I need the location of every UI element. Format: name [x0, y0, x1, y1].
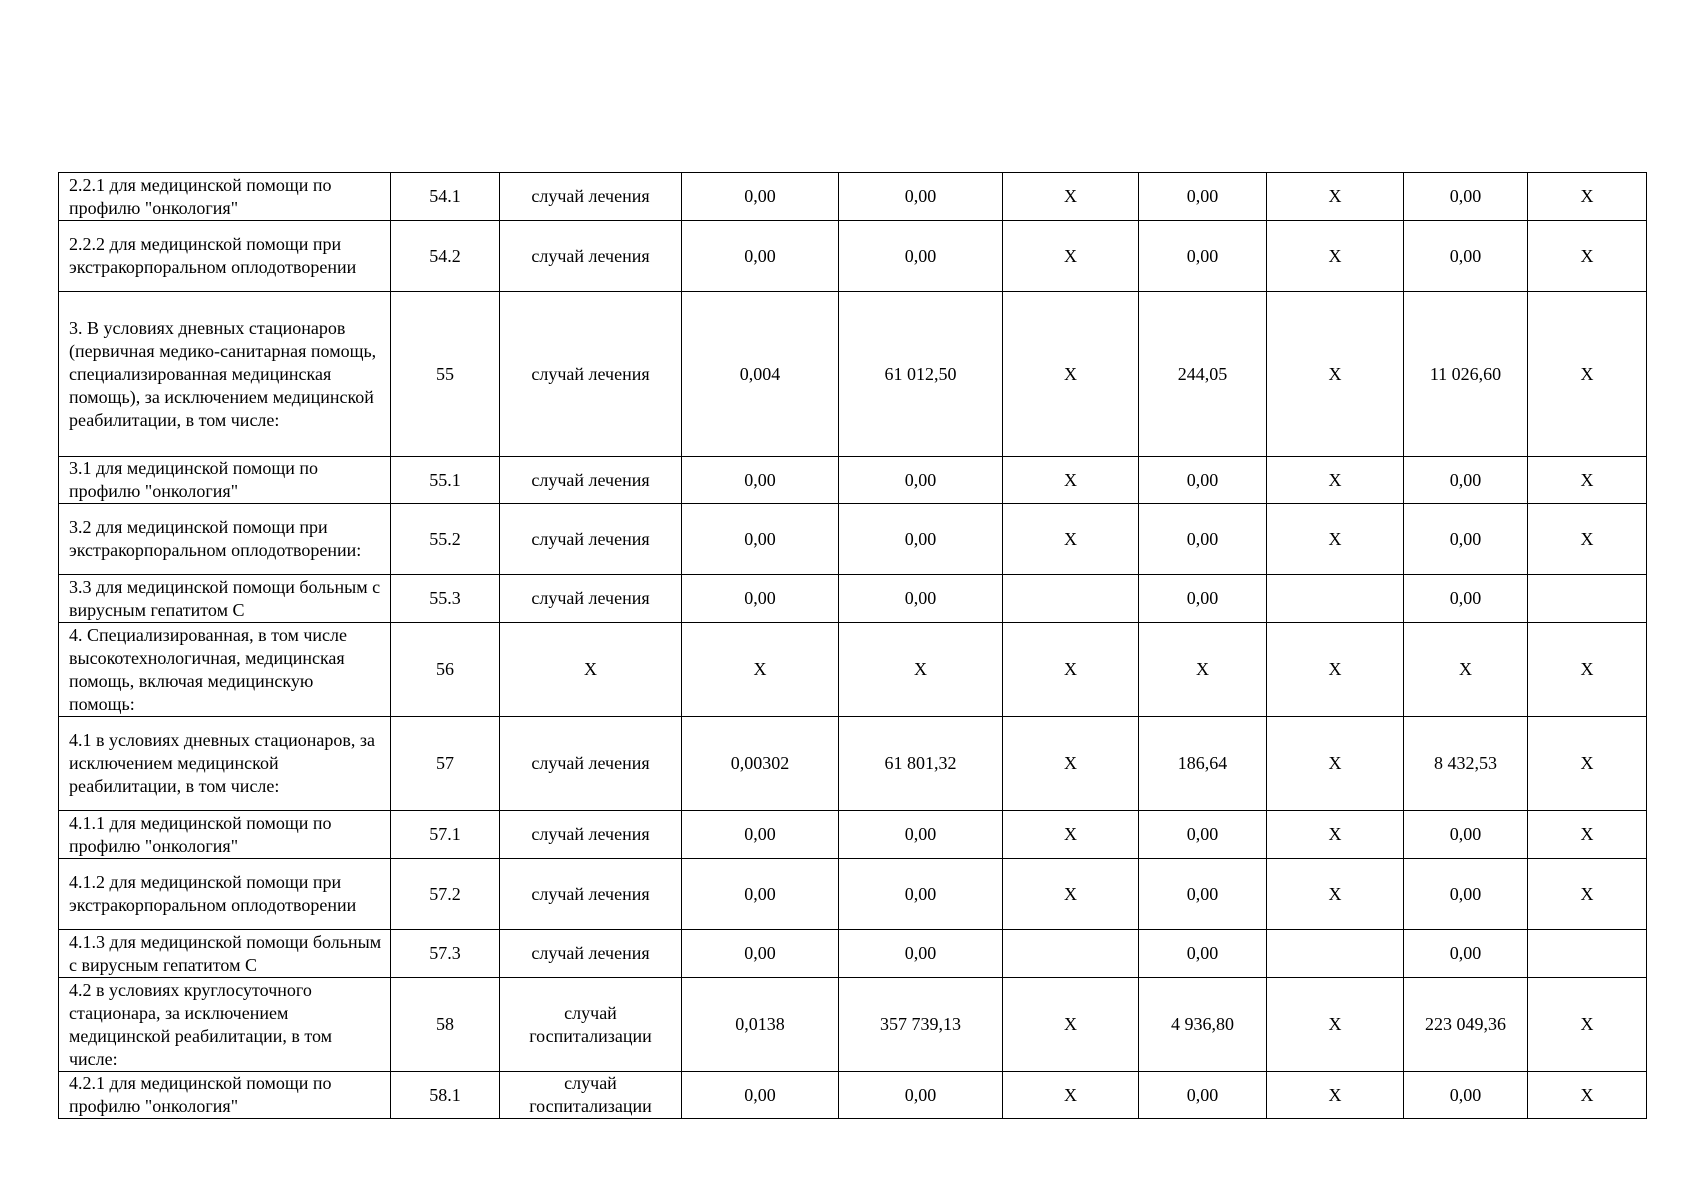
- value-cell: 0,00: [1139, 575, 1267, 623]
- value-cell: 11 026,60: [1404, 292, 1528, 457]
- value-cell: 61 012,50: [839, 292, 1003, 457]
- row-unit-cell: случай лечения: [500, 504, 682, 575]
- value-cell: 0,00: [682, 1072, 839, 1119]
- row-unit-cell: случай лечения: [500, 221, 682, 292]
- row-unit-cell: случай госпитализации: [500, 1072, 682, 1119]
- value-cell: 0,00: [682, 930, 839, 978]
- value-cell: X: [1267, 457, 1404, 504]
- row-code-cell: 54.2: [391, 221, 500, 292]
- value-cell: 0,00: [1404, 173, 1528, 221]
- row-name-cell: 2.2.2 для медицинской помощи при экстракорпоральном оплодотворении: [59, 221, 391, 292]
- value-cell: 0,00: [1404, 859, 1528, 930]
- value-cell: X: [1003, 504, 1139, 575]
- value-cell: X: [1267, 221, 1404, 292]
- row-unit-cell: случай лечения: [500, 292, 682, 457]
- value-cell: X: [1267, 292, 1404, 457]
- value-cell: X: [1528, 623, 1647, 717]
- row-unit-cell: случай лечения: [500, 859, 682, 930]
- value-cell: 0,0138: [682, 978, 839, 1072]
- row-name-cell: 4.1 в условиях дневных стационаров, за исключением медицинской реабилитации, в том числе:: [59, 717, 391, 811]
- row-code-cell: 57: [391, 717, 500, 811]
- value-cell: X: [1528, 717, 1647, 811]
- value-cell: 0,00: [839, 811, 1003, 859]
- value-cell: 0,004: [682, 292, 839, 457]
- value-cell: X: [1528, 292, 1647, 457]
- value-cell: X: [1003, 457, 1139, 504]
- value-cell: 0,00: [682, 173, 839, 221]
- row-name-cell: 4.1.3 для медицинской помощи больным с вирусным гепатитом С: [59, 930, 391, 978]
- value-cell: 0,00: [839, 575, 1003, 623]
- row-code-cell: 58: [391, 978, 500, 1072]
- row-unit-cell: случай лечения: [500, 717, 682, 811]
- value-cell: 0,00: [1139, 173, 1267, 221]
- value-cell: 0,00: [839, 504, 1003, 575]
- row-unit-cell: X: [500, 623, 682, 717]
- row-unit-cell: случай лечения: [500, 173, 682, 221]
- table-row: [59, 623, 1647, 717]
- table-row: [59, 859, 1647, 930]
- value-cell: 357 739,13: [839, 978, 1003, 1072]
- value-cell: 0,00: [1139, 1072, 1267, 1119]
- value-cell: X: [1267, 859, 1404, 930]
- value-cell: X: [1267, 811, 1404, 859]
- table-row: [59, 504, 1647, 575]
- value-cell: X: [1404, 623, 1528, 717]
- value-cell: 244,05: [1139, 292, 1267, 457]
- value-cell: 0,00: [1139, 457, 1267, 504]
- row-name-cell: 3.3 для медицинской помощи больным с вирусным гепатитом С: [59, 575, 391, 623]
- value-cell: [1003, 930, 1139, 978]
- row-name-cell: 4.1.1 для медицинской помощи по профилю "онкология": [59, 811, 391, 859]
- value-cell: 0,00: [1404, 811, 1528, 859]
- value-cell: 0,00: [839, 457, 1003, 504]
- row-code-cell: 54.1: [391, 173, 500, 221]
- value-cell: 0,00: [1139, 811, 1267, 859]
- row-unit-cell: случай лечения: [500, 811, 682, 859]
- row-name-cell: 4.2.1 для медицинской помощи по профилю "онкология": [59, 1072, 391, 1119]
- value-cell: X: [1003, 859, 1139, 930]
- value-cell: 0,00: [1404, 457, 1528, 504]
- value-cell: X: [1003, 623, 1139, 717]
- data-table: [58, 172, 1647, 1119]
- value-cell: 0,00: [1404, 1072, 1528, 1119]
- value-cell: X: [1267, 1072, 1404, 1119]
- value-cell: 0,00: [1404, 504, 1528, 575]
- value-cell: X: [1267, 717, 1404, 811]
- value-cell: 8 432,53: [1404, 717, 1528, 811]
- value-cell: 0,00: [839, 930, 1003, 978]
- value-cell: 0,00: [1139, 859, 1267, 930]
- value-cell: 0,00302: [682, 717, 839, 811]
- value-cell: X: [1267, 623, 1404, 717]
- value-cell: [1267, 930, 1404, 978]
- value-cell: X: [1003, 811, 1139, 859]
- row-code-cell: 58.1: [391, 1072, 500, 1119]
- row-unit-cell: случай лечения: [500, 457, 682, 504]
- row-unit-cell: случай лечения: [500, 575, 682, 623]
- value-cell: X: [1003, 292, 1139, 457]
- row-code-cell: 55.2: [391, 504, 500, 575]
- value-cell: X: [682, 623, 839, 717]
- table-row: [59, 717, 1647, 811]
- value-cell: 0,00: [682, 575, 839, 623]
- row-code-cell: 57.2: [391, 859, 500, 930]
- value-cell: 223 049,36: [1404, 978, 1528, 1072]
- value-cell: X: [1528, 978, 1647, 1072]
- value-cell: X: [1528, 1072, 1647, 1119]
- value-cell: [1528, 930, 1647, 978]
- value-cell: X: [1528, 457, 1647, 504]
- row-name-cell: 4. Специализированная, в том числе высокотехнологичная, медицинская помощь, включая медицинскую помощь:: [59, 623, 391, 717]
- value-cell: 0,00: [1404, 221, 1528, 292]
- value-cell: X: [1528, 859, 1647, 930]
- row-name-cell: 3.2 для медицинской помощи при экстракорпоральном оплодотворении:: [59, 504, 391, 575]
- value-cell: X: [1528, 504, 1647, 575]
- table-row: [59, 292, 1647, 457]
- table-row: [59, 457, 1647, 504]
- value-cell: 0,00: [839, 1072, 1003, 1119]
- row-name-cell: 3. В условиях дневных стационаров (первичная медико-санитарная помощь, специализированная медицинская помощь), за исключением медицинской реабилитации, в том числе:: [59, 292, 391, 457]
- value-cell: 61 801,32: [839, 717, 1003, 811]
- value-cell: X: [1003, 978, 1139, 1072]
- table-row: [59, 173, 1647, 221]
- value-cell: X: [1003, 717, 1139, 811]
- row-code-cell: 55: [391, 292, 500, 457]
- value-cell: [1003, 575, 1139, 623]
- value-cell: 0,00: [839, 173, 1003, 221]
- value-cell: X: [1003, 173, 1139, 221]
- value-cell: X: [1139, 623, 1267, 717]
- row-code-cell: 55.3: [391, 575, 500, 623]
- row-code-cell: 57.1: [391, 811, 500, 859]
- row-name-cell: 3.1 для медицинской помощи по профилю "онкология": [59, 457, 391, 504]
- value-cell: 0,00: [682, 859, 839, 930]
- table-row: [59, 221, 1647, 292]
- table-row: [59, 978, 1647, 1072]
- value-cell: X: [1528, 173, 1647, 221]
- value-cell: [1528, 575, 1647, 623]
- value-cell: 0,00: [1404, 930, 1528, 978]
- value-cell: 0,00: [1139, 221, 1267, 292]
- value-cell: X: [1003, 1072, 1139, 1119]
- table-row: [59, 930, 1647, 978]
- value-cell: 4 936,80: [1139, 978, 1267, 1072]
- value-cell: 0,00: [682, 457, 839, 504]
- row-name-cell: 2.2.1 для медицинской помощи по профилю "онкология": [59, 173, 391, 221]
- value-cell: 186,64: [1139, 717, 1267, 811]
- value-cell: X: [1528, 811, 1647, 859]
- row-name-cell: 4.1.2 для медицинской помощи при экстракорпоральном оплодотворении: [59, 859, 391, 930]
- value-cell: 0,00: [839, 221, 1003, 292]
- row-unit-cell: случай госпитализации: [500, 978, 682, 1072]
- value-cell: [1267, 575, 1404, 623]
- value-cell: 0,00: [1139, 504, 1267, 575]
- row-name-cell: 4.2 в условиях круглосуточного стационара, за исключением медицинской реабилитации, в том числе:: [59, 978, 391, 1072]
- value-cell: X: [1003, 221, 1139, 292]
- value-cell: 0,00: [682, 221, 839, 292]
- value-cell: X: [1267, 978, 1404, 1072]
- table-row: [59, 1072, 1647, 1119]
- row-unit-cell: случай лечения: [500, 930, 682, 978]
- value-cell: 0,00: [1139, 930, 1267, 978]
- row-code-cell: 56: [391, 623, 500, 717]
- value-cell: X: [1528, 221, 1647, 292]
- value-cell: 0,00: [1404, 575, 1528, 623]
- value-cell: 0,00: [839, 859, 1003, 930]
- table-row: [59, 575, 1647, 623]
- value-cell: 0,00: [682, 811, 839, 859]
- value-cell: X: [1267, 173, 1404, 221]
- value-cell: 0,00: [682, 504, 839, 575]
- row-code-cell: 57.3: [391, 930, 500, 978]
- row-code-cell: 55.1: [391, 457, 500, 504]
- value-cell: X: [1267, 504, 1404, 575]
- value-cell: X: [839, 623, 1003, 717]
- table-row: [59, 811, 1647, 859]
